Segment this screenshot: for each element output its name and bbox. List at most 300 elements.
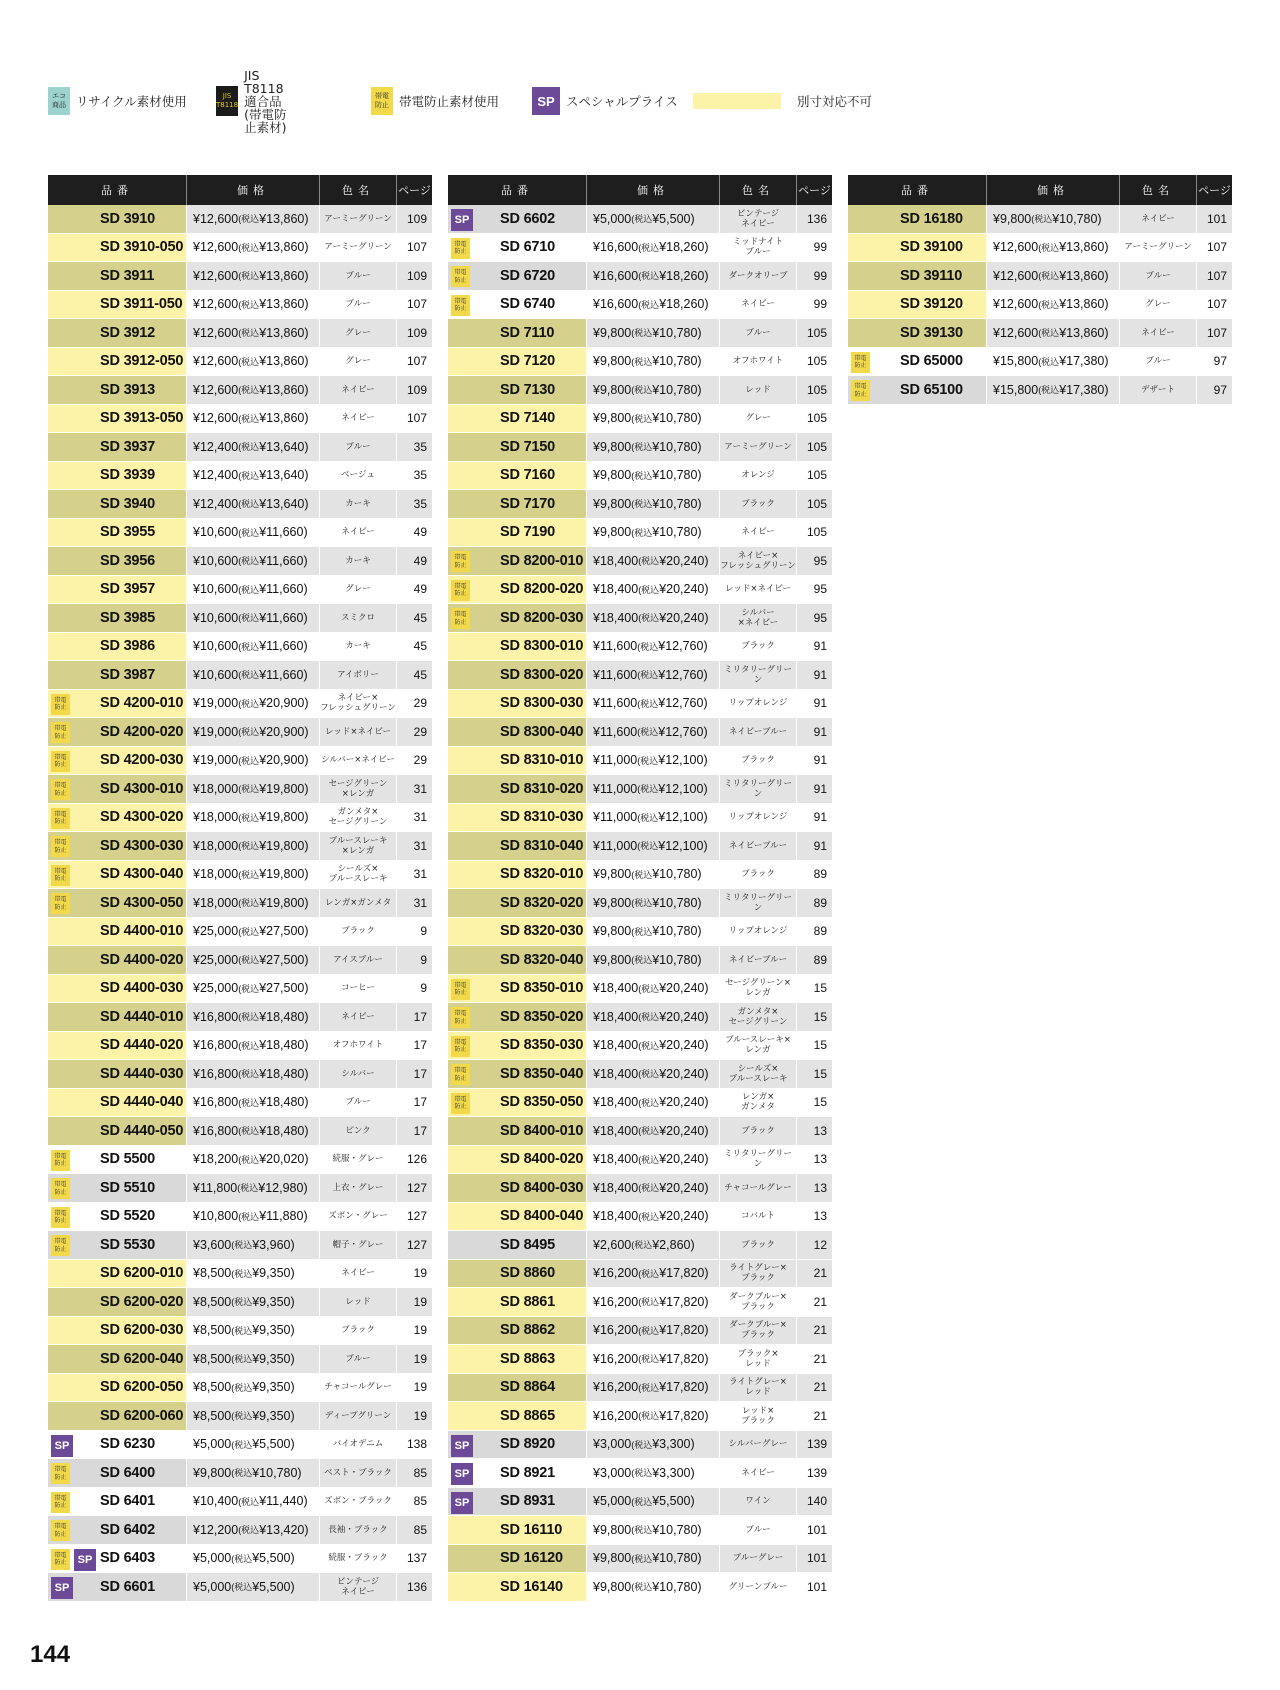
code-cell	[48, 1573, 187, 1601]
page-ref: 91	[797, 690, 832, 718]
price-cell	[187, 1146, 320, 1174]
price-cell	[187, 690, 320, 718]
price: ¥12,600	[193, 382, 239, 397]
color-name: ベスト・ブラック	[320, 1459, 397, 1487]
legend-special-size	[693, 86, 872, 116]
product-code: SD 8310-040	[500, 837, 584, 854]
price-incl-tax: ¥10,780)	[652, 439, 702, 454]
price-incl-tax: ¥20,240)	[659, 1180, 709, 1195]
price-cell	[987, 291, 1120, 319]
price: ¥12,600	[193, 325, 239, 340]
price: ¥9,800	[593, 1551, 632, 1566]
tax-label: (税込	[238, 1097, 260, 1108]
tax-label: (税込	[238, 385, 260, 396]
color-name: カーキ	[320, 547, 397, 575]
table-row	[48, 1402, 432, 1431]
price-cell	[587, 804, 720, 832]
tax-label: (税込	[638, 1354, 660, 1365]
price: ¥10,600	[193, 639, 239, 654]
page-ref: 107	[397, 234, 432, 262]
color-name: シルバー	[320, 1060, 397, 1088]
code-cell	[448, 1516, 587, 1544]
page-ref: 105	[797, 519, 832, 547]
code-cell	[48, 319, 187, 347]
page-ref: 138	[397, 1431, 432, 1459]
table-row	[448, 661, 832, 690]
page-ref: 13	[797, 1117, 832, 1145]
page-ref: 139	[797, 1459, 832, 1487]
code-cell	[448, 1402, 587, 1430]
legend-antistatic-label: 帯電防止素材使用	[399, 93, 500, 109]
price-incl-tax: ¥13,860)	[1059, 325, 1109, 340]
table-row	[448, 804, 832, 833]
page-ref: 13	[797, 1174, 832, 1202]
table-row	[48, 861, 432, 890]
price-cell	[587, 1431, 720, 1459]
price-cell	[587, 604, 720, 632]
price: ¥16,800	[193, 1066, 239, 1081]
product-code: SD 6200-010	[100, 1265, 184, 1282]
product-code: SD 4200-010	[100, 695, 184, 712]
page-ref: 49	[397, 576, 432, 604]
price-cell	[587, 1089, 720, 1117]
product-code: SD 8200-030	[500, 609, 584, 626]
price-cell	[187, 1345, 320, 1373]
page-ref: 21	[797, 1374, 832, 1402]
color-name: アーミーグリーン	[1120, 234, 1197, 262]
product-code: SD 3910-050	[100, 239, 184, 256]
page-ref: 15	[797, 975, 832, 1003]
tax-label: (税込	[637, 784, 659, 795]
price-incl-tax: ¥13,860)	[1059, 268, 1109, 283]
table-row	[48, 462, 432, 491]
price-incl-tax: ¥10,780)	[652, 468, 702, 483]
color-name: ブラック	[720, 1231, 797, 1259]
sp-badge-icon: SP	[451, 209, 473, 231]
price: ¥18,400	[593, 1209, 639, 1224]
header-color: 色名	[320, 175, 397, 205]
product-code: SD 4200-020	[100, 723, 184, 740]
price: ¥8,500	[193, 1294, 232, 1309]
code-cell	[48, 1203, 187, 1231]
price-cell	[587, 1146, 720, 1174]
color-name: ズボン・グレー	[320, 1203, 397, 1231]
table-row	[48, 946, 432, 975]
price-incl-tax: ¥9,350)	[252, 1294, 295, 1309]
table-row	[448, 1231, 832, 1260]
price-incl-tax: ¥18,480)	[259, 1038, 309, 1053]
color-name: ブラック	[720, 490, 797, 518]
product-code: SD 8920	[500, 1436, 556, 1453]
product-code: SD 6200-050	[100, 1379, 184, 1396]
color-name: ブルー	[720, 1516, 797, 1544]
product-code: SD 16180	[900, 210, 963, 227]
tax-label: (税込	[638, 1069, 660, 1080]
legend-antistatic	[371, 86, 499, 116]
product-code: SD 3911-050	[100, 296, 183, 313]
price-cell	[587, 1288, 720, 1316]
page-ref: 21	[797, 1402, 832, 1430]
price-incl-tax: ¥20,240)	[659, 610, 709, 625]
code-cell	[448, 1288, 587, 1316]
tax-label: (税込	[238, 1496, 260, 1507]
page-ref: 101	[797, 1573, 832, 1601]
page-ref: 97	[1197, 376, 1232, 404]
code-cell	[48, 490, 187, 518]
price: ¥12,600	[993, 268, 1039, 283]
price-incl-tax: ¥19,800)	[259, 838, 309, 853]
tax-label: (税込	[631, 214, 653, 225]
table-row	[448, 1374, 832, 1403]
table-row	[48, 1545, 432, 1574]
price-incl-tax: ¥20,240)	[659, 582, 709, 597]
price-incl-tax: ¥3,300)	[652, 1465, 695, 1480]
header-color: 色名	[1120, 175, 1197, 205]
price: ¥12,400	[193, 439, 239, 454]
page-ref: 17	[397, 1032, 432, 1060]
tax-label: (税込	[638, 1040, 660, 1051]
page-ref: 139	[797, 1431, 832, 1459]
price-cell	[587, 433, 720, 461]
page-ref: 35	[397, 490, 432, 518]
price-cell	[587, 1203, 720, 1231]
table-row	[48, 1345, 432, 1374]
tax-label: (税込	[238, 271, 260, 282]
price: ¥18,400	[593, 610, 639, 625]
price: ¥18,400	[593, 1095, 639, 1110]
price-cell	[987, 205, 1120, 233]
color-name: ライトグレー× レッド	[720, 1374, 797, 1402]
price: ¥9,800	[593, 895, 632, 910]
tax-label: (税込	[238, 356, 260, 367]
price: ¥12,600	[193, 240, 239, 255]
product-code: SD 3985	[100, 609, 156, 626]
sp-icon: SP	[532, 87, 560, 115]
tax-label: (税込	[238, 328, 260, 339]
code-cell	[448, 747, 587, 775]
tax-label: (税込	[238, 470, 260, 481]
price: ¥8,500	[193, 1266, 232, 1281]
price-incl-tax: ¥11,660)	[259, 610, 308, 625]
price-cell	[187, 804, 320, 832]
table-row	[848, 376, 1232, 405]
table-row	[448, 291, 832, 320]
code-cell	[48, 1146, 187, 1174]
page-ref: 91	[797, 747, 832, 775]
antistatic-badge-icon: 帯電 防止	[51, 1150, 70, 1171]
table-row	[48, 775, 432, 804]
price: ¥10,600	[193, 553, 239, 568]
price-incl-tax: ¥27,500)	[259, 981, 309, 996]
table-row	[48, 405, 432, 434]
color-name: ブルー	[1120, 348, 1197, 376]
page-ref: 91	[797, 832, 832, 860]
color-name: ネイビー	[1120, 205, 1197, 233]
color-name: オフホワイト	[720, 348, 797, 376]
tax-label: (税込	[1038, 242, 1060, 253]
page-ref: 49	[397, 519, 432, 547]
product-code: SD 4300-050	[100, 894, 184, 911]
page-ref: 105	[797, 376, 832, 404]
product-code: SD 8300-040	[500, 723, 584, 740]
price: ¥8,500	[193, 1408, 232, 1423]
code-cell	[48, 804, 187, 832]
product-code: SD 3939	[100, 467, 156, 484]
code-cell	[448, 433, 587, 461]
color-name: シルバー ×ネイビー	[720, 604, 797, 632]
header-price: 価格	[187, 175, 320, 205]
price: ¥18,000	[193, 867, 239, 882]
color-name: チャコールグレー	[320, 1374, 397, 1402]
page-ref: 45	[397, 633, 432, 661]
price: ¥12,600	[993, 325, 1039, 340]
product-code: SD 3913-050	[100, 410, 184, 427]
price-cell	[187, 405, 320, 433]
color-name: ガンメタ× セージグリーン	[720, 1003, 797, 1031]
price-cell	[187, 1573, 320, 1601]
price: ¥15,800	[993, 382, 1039, 397]
yellow-swatch-icon	[693, 93, 781, 109]
price: ¥18,000	[193, 838, 239, 853]
price-incl-tax: ¥5,500)	[252, 1579, 295, 1594]
price-incl-tax: ¥10,780)	[652, 952, 702, 967]
price-cell	[587, 946, 720, 974]
tax-label: (税込	[238, 1525, 260, 1536]
tax-label: (税込	[631, 926, 653, 937]
color-name: レンガ× ガンメタ	[720, 1089, 797, 1117]
price-cell	[587, 889, 720, 917]
antistatic-badge-icon: 帯電 防止	[451, 1064, 470, 1085]
page-ref: 91	[797, 633, 832, 661]
color-name: グレー	[320, 576, 397, 604]
product-code: SD 3956	[100, 552, 156, 569]
price: ¥12,600	[193, 354, 239, 369]
tax-label: (税込	[631, 1468, 653, 1479]
color-name: ネイビーブルー	[720, 832, 797, 860]
page-ref: 89	[797, 889, 832, 917]
price-incl-tax: ¥20,240)	[659, 981, 709, 996]
code-cell	[48, 718, 187, 746]
antistatic-badge-icon: 帯電 防止	[51, 1549, 70, 1570]
product-code: SD 8320-030	[500, 923, 584, 940]
price: ¥5,000	[193, 1551, 232, 1566]
product-code: SD 16120	[500, 1550, 563, 1567]
table-row	[48, 747, 432, 776]
tax-label: (税込	[638, 242, 660, 253]
product-code: SD 3913	[100, 381, 156, 398]
price-incl-tax: ¥13,860)	[1059, 240, 1109, 255]
table-row	[448, 433, 832, 462]
code-cell	[448, 234, 587, 262]
code-cell	[48, 262, 187, 290]
product-code: SD 39110	[900, 267, 963, 284]
table-row	[48, 1174, 432, 1203]
code-cell	[48, 690, 187, 718]
color-name: ズボン・ブラック	[320, 1488, 397, 1516]
color-name: ネイビー	[1120, 319, 1197, 347]
price: ¥18,000	[193, 810, 239, 825]
table-row	[48, 604, 432, 633]
color-name: ブルー	[320, 262, 397, 290]
code-cell	[448, 661, 587, 689]
color-name: レンガ×ガンメタ	[320, 889, 397, 917]
sp-badge-icon: SP	[451, 1435, 473, 1457]
page-ref: 95	[797, 604, 832, 632]
tax-label: (税込	[231, 1582, 253, 1593]
page-ref: 17	[397, 1089, 432, 1117]
price-cell	[187, 1003, 320, 1031]
price-cell	[187, 262, 320, 290]
page-ref: 105	[797, 433, 832, 461]
table-row	[448, 604, 832, 633]
color-name: リップオレンジ	[720, 918, 797, 946]
price-cell	[587, 1260, 720, 1288]
color-name: シルバー×ネイビー	[320, 747, 397, 775]
price-cell	[587, 832, 720, 860]
page-ref: 127	[397, 1174, 432, 1202]
color-name: グリーンブルー	[720, 1573, 797, 1601]
page-ref: 99	[797, 234, 832, 262]
table-header	[48, 175, 432, 205]
price: ¥12,600	[193, 411, 239, 426]
code-cell	[48, 205, 187, 233]
color-name: 帽子・グレー	[320, 1231, 397, 1259]
tax-label: (税込	[637, 841, 659, 852]
product-code: SD 8300-010	[500, 638, 584, 655]
price: ¥8,500	[193, 1323, 232, 1338]
page-ref: 127	[397, 1203, 432, 1231]
antistatic-badge-icon: 帯電 防止	[51, 1520, 70, 1541]
tax-label: (税込	[631, 869, 653, 880]
code-cell	[448, 462, 587, 490]
code-cell	[448, 519, 587, 547]
tax-label: (税込	[631, 385, 653, 396]
page-ref: 19	[397, 1260, 432, 1288]
code-cell	[48, 1003, 187, 1031]
price-incl-tax: ¥11,880)	[259, 1209, 308, 1224]
price-cell	[587, 1032, 720, 1060]
color-name: レッド	[320, 1288, 397, 1316]
tax-label: (税込	[238, 527, 260, 538]
price: ¥9,800	[593, 1522, 632, 1537]
antistatic-badge-icon: 帯電 防止	[451, 1093, 470, 1114]
price-incl-tax: ¥10,780)	[652, 1579, 702, 1594]
page-ref: 107	[1197, 319, 1232, 347]
header-page: ページ	[1198, 184, 1231, 197]
price: ¥19,000	[193, 753, 239, 768]
code-cell	[848, 348, 987, 376]
code-cell	[48, 604, 187, 632]
color-name: ブラック	[720, 747, 797, 775]
page-ref: 109	[397, 205, 432, 233]
page-ref: 9	[397, 946, 432, 974]
product-code: SD 6200-020	[100, 1293, 184, 1310]
code-cell	[448, 690, 587, 718]
antistatic-badge-icon: 帯電 防止	[51, 893, 70, 914]
price-cell	[187, 1317, 320, 1345]
price-cell	[187, 205, 320, 233]
product-code: SD 8495	[500, 1236, 556, 1253]
price: ¥5,000	[593, 1494, 632, 1509]
code-cell	[448, 319, 587, 347]
color-name: ミッドナイト ブルー	[720, 234, 797, 262]
header-page: ページ	[398, 184, 431, 197]
code-cell	[448, 1488, 587, 1516]
code-cell	[48, 775, 187, 803]
antistatic-badge-icon: 帯電 防止	[51, 865, 70, 886]
tax-label: (税込	[631, 470, 653, 481]
product-code: SD 8862	[500, 1322, 556, 1339]
price-cell	[187, 376, 320, 404]
color-name: ミリタリーグリーン	[720, 1146, 797, 1174]
table-row	[848, 205, 1232, 234]
product-code: SD 65000	[900, 353, 963, 370]
color-name: ネイビー	[320, 519, 397, 547]
table-row	[448, 1288, 832, 1317]
table-row	[448, 490, 832, 519]
table-row	[48, 1260, 432, 1289]
table-row	[48, 1288, 432, 1317]
price: ¥18,400	[593, 981, 639, 996]
code-cell	[448, 490, 587, 518]
page-ref: 31	[397, 832, 432, 860]
page-ref: 85	[397, 1488, 432, 1516]
antistatic-badge-icon: 帯電 防止	[851, 380, 870, 401]
color-name: スミクロ	[320, 604, 397, 632]
tax-label: (税込	[238, 841, 260, 852]
table-row	[48, 1317, 432, 1346]
tax-label: (税込	[238, 556, 260, 567]
product-code: SD 3912	[100, 324, 156, 341]
product-code: SD 8350-030	[500, 1037, 584, 1054]
table-row	[448, 775, 832, 804]
table-row	[448, 1032, 832, 1061]
color-name: ネイビー× フレッシュグリーン	[320, 690, 397, 718]
color-name: リップオレンジ	[720, 804, 797, 832]
price-cell	[187, 1032, 320, 1060]
price-cell	[187, 1459, 320, 1487]
code-cell	[48, 1402, 187, 1430]
price-incl-tax: ¥13,860)	[259, 211, 309, 226]
tax-label: (税込	[231, 1468, 253, 1479]
product-code: SD 8863	[500, 1350, 556, 1367]
code-cell	[48, 348, 187, 376]
color-name: シールズ× ブルースレーキ	[720, 1060, 797, 1088]
antistatic-badge-icon: 帯電 防止	[851, 352, 870, 373]
price: ¥11,600	[593, 667, 638, 682]
tax-label: (税込	[238, 727, 260, 738]
code-cell	[848, 262, 987, 290]
color-name: シルバーグレー	[720, 1431, 797, 1459]
code-cell	[848, 234, 987, 262]
price-cell	[187, 319, 320, 347]
table-header	[448, 175, 832, 205]
code-cell	[48, 234, 187, 262]
table-row	[448, 633, 832, 662]
table-row	[48, 1003, 432, 1032]
tax-label: (税込	[238, 613, 260, 624]
product-code: SD 7170	[500, 495, 556, 512]
color-name: ブルースレーキ ×レンガ	[320, 832, 397, 860]
price-cell	[187, 547, 320, 575]
price-incl-tax: ¥9,350)	[252, 1408, 295, 1423]
code-cell	[448, 1203, 587, 1231]
antistatic-badge-icon: 帯電 防止	[51, 1235, 70, 1256]
page-number: 144	[30, 1641, 71, 1668]
product-code: SD 3987	[100, 666, 156, 683]
price: ¥9,800	[593, 867, 632, 882]
page-ref: 19	[397, 1317, 432, 1345]
